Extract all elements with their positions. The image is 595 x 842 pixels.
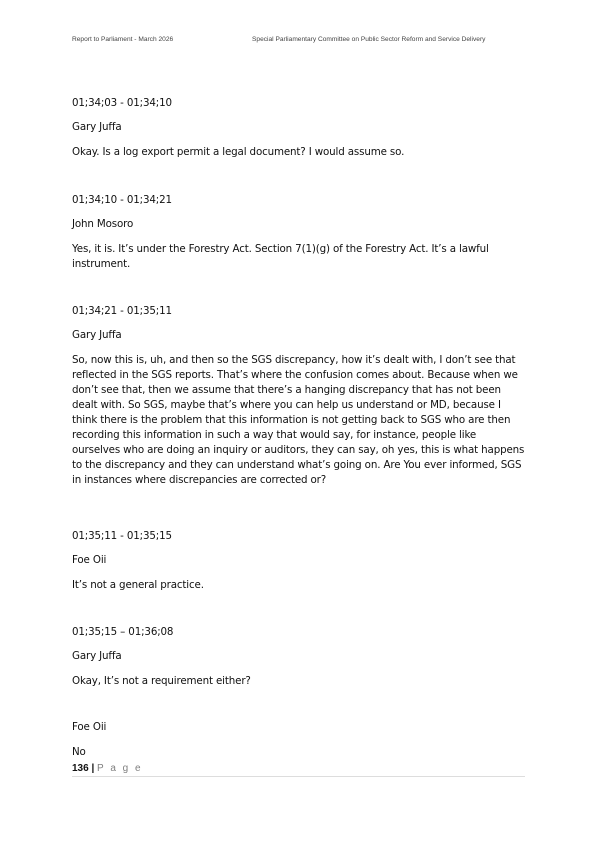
speech-text: Yes, it is. It’s under the Forestry Act. Section 7(1)(g) of the Forestry Act. It’s a lawful instrument.	[72, 243, 489, 270]
footer-separator: |	[88, 763, 98, 774]
transcript-entry	[72, 193, 527, 272]
timestamp: 01;34;03 - 01;34;10	[72, 97, 172, 109]
speaker-name: Gary Juffa	[72, 121, 122, 133]
running-header-right: Special Parliamentary Committee on Public Sector Reform and Service Delivery	[252, 36, 486, 43]
speaker-name: Foe Oii	[72, 721, 107, 733]
running-header-left: Report to Parliament - March 2026	[72, 36, 174, 43]
transcript-entry	[72, 529, 527, 593]
speech-text: So, now this is, uh, and then so the SGS discrepancy, how it’s dealt with, I don’t see that reflected in the SGS reports. That’s where the confusion comes about. Because when we don’t see that, then we assume that there’s a hanging discrepancy that has not been dealt with. So SGS, maybe that’s where you can help us understand or MD, because I think there is the problem that this information is not getting back to SGS who are then recording this information in such a way that would say, for instance, people like ourselves who are doing an inquiry or auditors, they can say, oh yes, this is what happens to the discrepancy and they can understand what’s going on. Are You ever informed, SGS in instances where discrepancies are corrected or?	[72, 354, 525, 486]
timestamp: 01;34;10 - 01;34;21	[72, 194, 172, 206]
transcript-entry	[72, 96, 527, 160]
speaker-name: Foe Oii	[72, 554, 107, 566]
speech-text: Okay, It’s not a requirement either?	[72, 675, 251, 687]
timestamp: 01;34;21 - 01;35;11	[72, 305, 172, 317]
speaker-name: Gary Juffa	[72, 329, 122, 341]
speech-text: Okay. Is a log export permit a legal document? I would assume so.	[72, 146, 405, 158]
transcript-entry	[72, 625, 527, 689]
timestamp: 01;35;15 – 01;36;08	[72, 626, 174, 638]
page-number: 136	[72, 763, 89, 774]
page-label: P a g e	[97, 763, 143, 774]
timestamp: 01;35;11 - 01;35;15	[72, 530, 172, 542]
speech-text: No	[72, 746, 86, 758]
page-footer	[72, 763, 525, 777]
speaker-name: John Mosoro	[72, 218, 134, 230]
speech-text: It’s not a general practice.	[72, 579, 204, 591]
transcript-entry	[72, 304, 527, 488]
transcript-entry	[72, 720, 527, 760]
speaker-name: Gary Juffa	[72, 650, 122, 662]
